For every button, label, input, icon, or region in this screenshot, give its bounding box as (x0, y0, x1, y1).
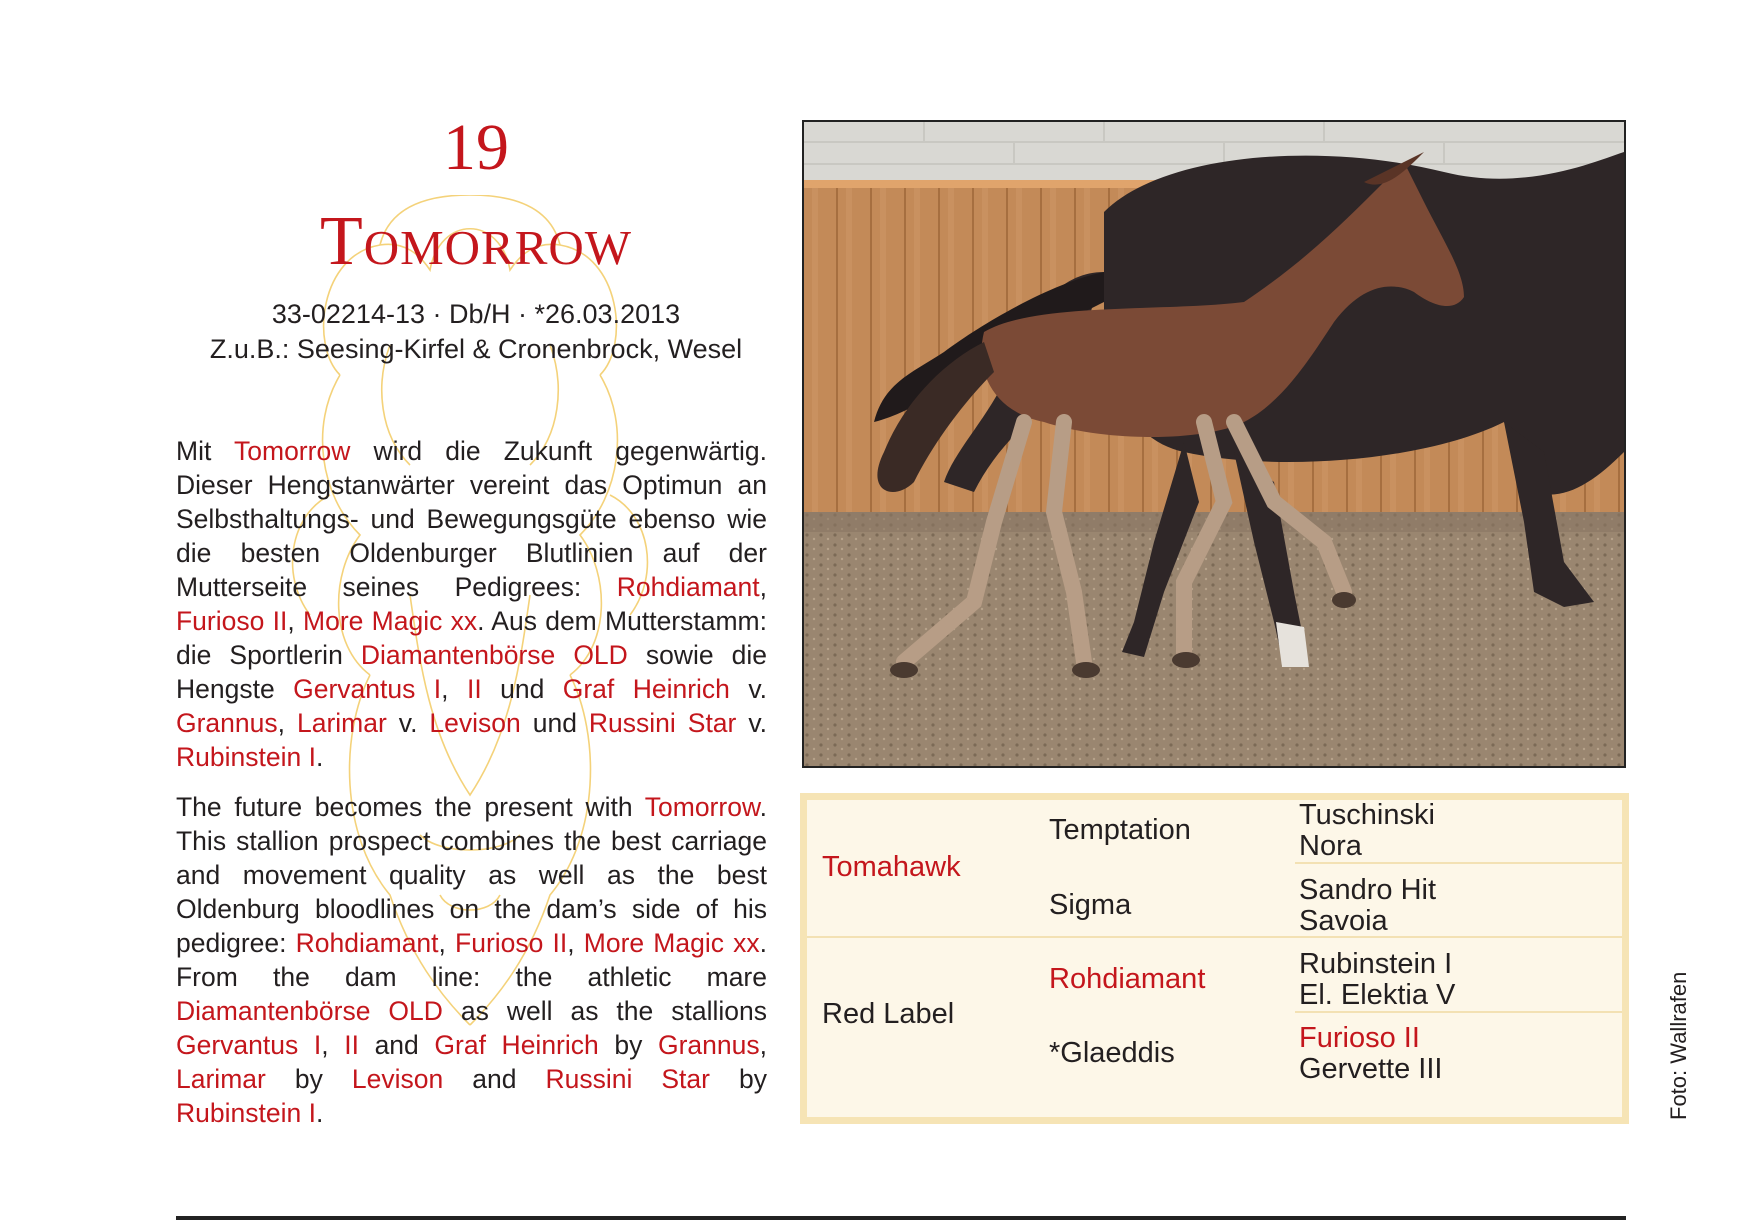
text-run: , (438, 928, 456, 958)
pedigree-ss-dam: Nora (1299, 830, 1362, 862)
text-run: , (287, 606, 303, 636)
horse-photo (802, 120, 1626, 768)
photo-credit: Foto: Wallrafen (1666, 971, 1691, 1120)
text-run: und (481, 674, 563, 704)
pedigree-sire: Tomahawk (822, 851, 961, 883)
pedigree-dd-sire: Furioso II (1299, 1022, 1420, 1054)
text-run: , (321, 1030, 345, 1060)
breeder-line: Z.u.B.: Seesing-Kirfel & Cronenbrock, Wesel (209, 334, 743, 364)
pedigree-dam-dam: *Glaeddis (1049, 1037, 1175, 1069)
text-run: and (358, 1030, 435, 1060)
horse-name: Tomorrow (319, 203, 633, 280)
pedigree-ds-dam: El. Elektia V (1299, 979, 1456, 1011)
pedigree-ss-sire: Tuschinski (1299, 799, 1435, 831)
registration-line: 33-02214-13 · Db/H · *26.03.2013 (271, 299, 681, 329)
text-run: . This stallion prospect combines the best carriage and movement quality as well as the best Oldenburg bloodlines on the dam’s side of his pedigree: (176, 792, 767, 958)
highlighted-name: More Magic xx (303, 606, 478, 636)
highlighted-name: Russini Star (545, 1064, 710, 1094)
text-run: v. (736, 708, 767, 738)
text-run: and (443, 1064, 546, 1094)
highlighted-name: Furioso II (176, 606, 288, 636)
pedigree-divider (807, 936, 1045, 938)
pedigree-sd-sire: Sandro Hit (1299, 874, 1437, 906)
pedigree-sd-dam: Savoia (1299, 905, 1388, 937)
highlighted-name: Grannus (657, 1030, 760, 1060)
text-run: , (759, 1030, 767, 1060)
highlighted-name: Russini Star (588, 708, 737, 738)
highlighted-name: Gervantus I (293, 674, 442, 704)
highlighted-name: More Magic xx (583, 928, 760, 958)
highlighted-name: Diamantenbörse OLD (360, 640, 628, 670)
text-run: sowie die Hengste (176, 640, 767, 704)
text-run: , (567, 928, 584, 958)
highlighted-name: Larimar (176, 1064, 266, 1094)
pedigree-dd-dam: Gervette III (1299, 1053, 1443, 1085)
text-run: v. (729, 674, 767, 704)
text-run: by (265, 1064, 352, 1094)
pedigree-dam-sire: Rohdiamant (1049, 963, 1206, 995)
pedigree-ds-sire: Rubinstein I (1299, 948, 1453, 980)
lot-number: 19 (443, 111, 509, 184)
highlighted-name: Graf Heinrich (434, 1030, 599, 1060)
text-run: , (277, 708, 297, 738)
text-run: by (709, 1064, 767, 1094)
text-run: wird die Zukunft gegenwärtig. Dieser Hengstanwärter vereint das Optimun an Selbsthaltungs- und Bewegungsgüte ebenso wie die besten Oldenburger Blutlinien auf der Mutterseite seines Pedigrees: (176, 436, 767, 602)
pedigree-dam: Red Label (822, 998, 955, 1030)
text-run: , (759, 572, 767, 602)
bottom-rule (176, 1216, 1626, 1220)
highlighted-name: II (466, 674, 482, 704)
highlighted-name: Rubinstein I (176, 742, 316, 772)
highlighted-name: Diamantenbörse OLD (176, 996, 443, 1026)
text-run: , (441, 674, 467, 704)
highlighted-name: Grannus (176, 708, 278, 738)
text-run: The future becomes the present with (176, 792, 645, 822)
highlighted-name: Gervantus I (176, 1030, 322, 1060)
pedigree-sire-sire: Temptation (1049, 814, 1191, 846)
highlighted-name: Rohdiamant (616, 572, 760, 602)
highlighted-name: Rohdiamant (295, 928, 439, 958)
highlighted-name: Levison (351, 1064, 444, 1094)
text-run: . (315, 1098, 324, 1128)
highlighted-name: Larimar (296, 708, 387, 738)
text-run: as well as the stallions (442, 996, 767, 1026)
text-run: v. (386, 708, 430, 738)
highlighted-name: Tomorrow (644, 792, 760, 822)
text-run: . From the dam line: the athletic mare (176, 928, 767, 992)
text-run: by (598, 1030, 658, 1060)
text-run: und (520, 708, 589, 738)
highlighted-name: Graf Heinrich (562, 674, 730, 704)
description-german (176, 434, 767, 774)
photo-illustration (804, 122, 1624, 766)
pedigree-sire-dam: Sigma (1049, 889, 1132, 921)
description-english (176, 790, 767, 1130)
text-run: . (315, 742, 324, 772)
highlighted-name: II (344, 1030, 359, 1060)
pedigree-table (800, 793, 1629, 1124)
highlighted-name: Tomorrow (234, 436, 351, 466)
text-run: . Aus dem Mutterstamm: die Sportlerin (176, 606, 767, 670)
highlighted-name: Furioso II (455, 928, 568, 958)
text-run: Mit (176, 436, 234, 466)
highlighted-name: Rubinstein I (176, 1098, 316, 1128)
highlighted-name: Levison (429, 708, 521, 738)
